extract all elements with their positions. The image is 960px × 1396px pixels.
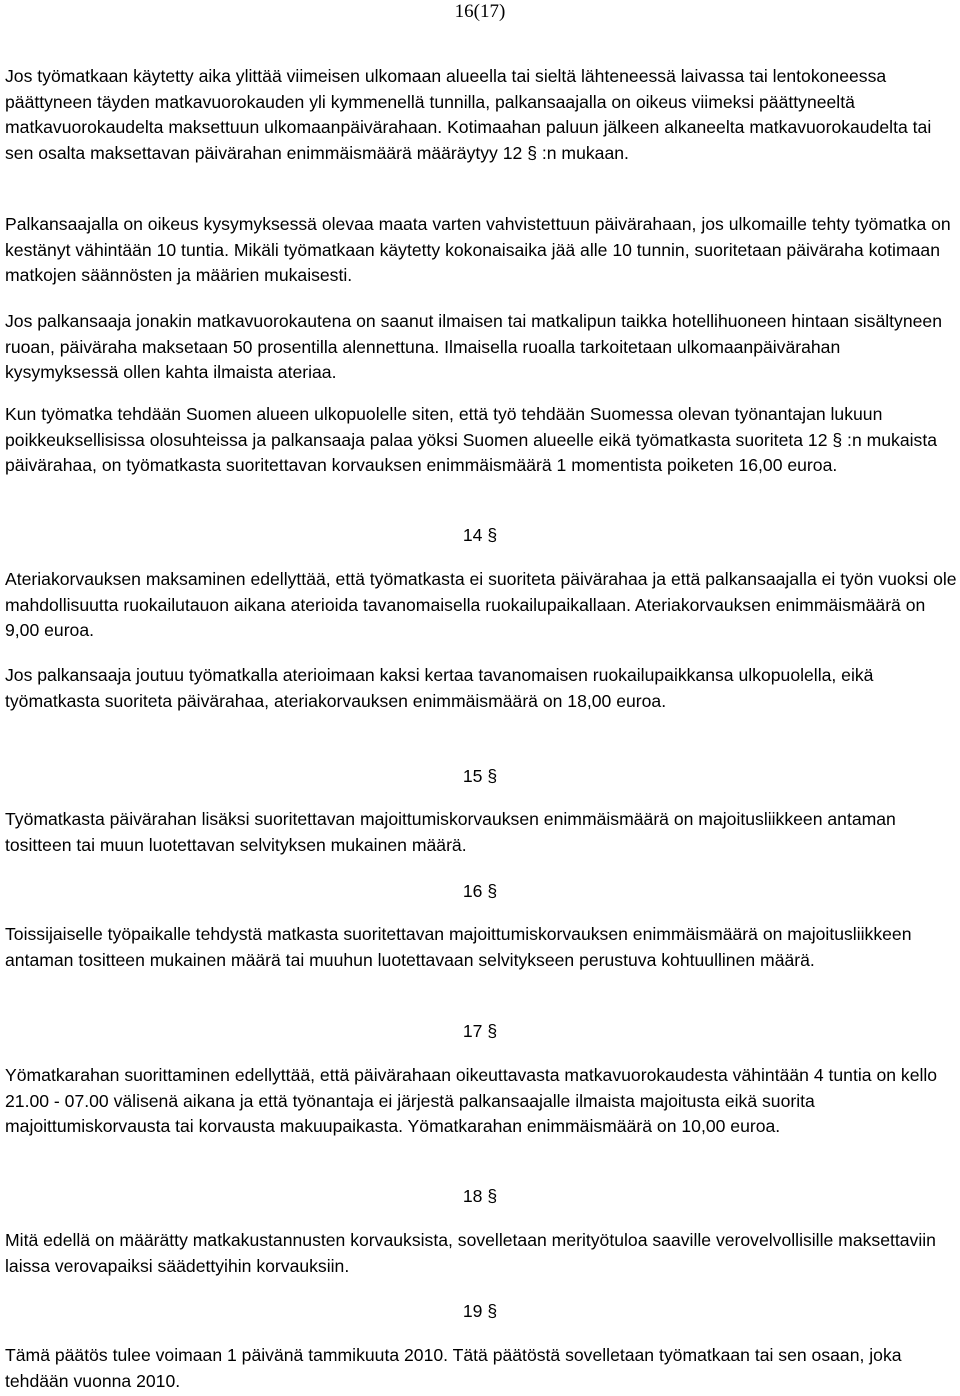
paragraph-free-meal-reduction: Jos palkansaaja jonakin matkavuorokautena on saanut ilmaisen tai matkalipun taikka hotellihuoneen hintaan sisältyneen ruoan, päiväraha maksetaan 50 prosentilla alennettuna. Ilmaisella ruoalla tarkoitetaan ulkomaanpäivärahan kysymyksessä ollen kahta ilmaista ateriaa. [5, 311, 942, 383]
section-heading-18: 18 § [462, 1186, 498, 1206]
paragraph-secondary-workplace-accommodation: Toissijaiselle työpaikalle tehdystä matkasta suoritettavan majoittumiskorvauksen enimmäismäärä on majoitusliikkeen antaman tositteen mukainen määrä tai muuhun luotettavaan selvitykseen perustuva kohtuullinen määrä. [5, 924, 912, 970]
paragraph-double-meal-compensation: Jos palkansaaja joutuu työmatkalla aterioimaan kaksi kertaa tavanomaisen ruokailupaikkansa ulkopuolella, eikä työmatkasta suoriteta päivärahaa, ateriakorvauksen enimmäismäärä on 18,00 euroa. [5, 665, 874, 711]
section-heading-19: 19 § [462, 1301, 498, 1321]
paragraph-daily-allowance-right: Palkansaajalla on oikeus kysymyksessä olevaa maata varten vahvistettuun päivärahaan, jos ulkomaille tehty työmatka on kestänyt vähintään 10 tuntia. Mikäli työmatkaan käytetty kokonaisaika jää alle 10 tunnin, suoritetaan päiväraha kotimaan matkojen säännösten ja määrien mukaisesti. [5, 214, 951, 286]
section-heading-16: 16 § [462, 881, 498, 901]
paragraph-meal-compensation: Ateriakorvauksen maksaminen edellyttää, että työmatkasta ei suoriteta päivärahaa ja että palkansaajalla ei työn vuoksi ole mahdollisuutta ruokailutauon aikana aterioida tavanomaisella ruokailupaikallaan. Ateriakorvauksen enimmäismäärä on 9,00 euroa. [5, 569, 957, 641]
paragraph-daily-allowance-overtime: Jos työmatkaan käytetty aika ylittää viimeisen ulkomaan alueella tai sieltä lähteneessä laivassa tai lentokoneessa päättyneen täyden matkavuorokauden yli kymmenellä tunnilla, palkansaajalla on oikeus viimeksi päättyneeltä matkavuorokaudelta maksettuun ulkomaanpäivärahaan. Kotimaahan paluun jälkeen alkaneelta matkavuorokaudelta tai sen osalta maksettavan päivärahan enimmäismäärä määräytyy 12 § :n mukaan. [5, 66, 932, 163]
paragraph-exceptional-conditions: Kun työmatka tehdään Suomen alueen ulkopuolelle siten, että työ tehdään Suomessa olevan työnantajan lukuun poikkeuksellisissa olosuhteissa ja palkansaaja palaa yöksi Suomen alueelle eikä työmatkasta suoriteta 12 § :n mukaista päivärahaa, on työmatkasta suoritettavan korvauksen enimmäismäärä 1 momentista poiketen 16,00 euroa. [5, 404, 938, 476]
section-heading-17: 17 § [462, 1021, 498, 1041]
paragraph-accommodation-compensation: Työmatkasta päivärahan lisäksi suoritettavan majoittumiskorvauksen enimmäismäärä on majoitusliikkeen antaman tositteen tai muun luotettavan selvityksen mukainen määrä. [5, 809, 896, 855]
paragraph-entry-into-force: Tämä päätös tulee voimaan 1 päivänä tammikuuta 2010. Tätä päätöstä sovelletaan työmatkaan tai sen osaan, joka tehdään vuonna 2010. [5, 1345, 902, 1391]
section-heading-14: 14 § [462, 525, 498, 545]
paragraph-night-travel-allowance: Yömatkarahan suorittaminen edellyttää, että päivärahaan oikeuttavasta matkavuorokaudesta vähintään 4 tuntia on kello 21.00 - 07.00 välisenä aikana ja että työnantaja ei järjestä palkansaajalle ilmaista majoitusta eikä suorita majoittumiskorvausta tai korvausta makuupaikasta. Yömatkarahan enimmäismäärä on 10,00 euroa. [5, 1065, 938, 1137]
paragraph-seafarers-application: Mitä edellä on määrätty matkakustannusten korvauksista, sovelletaan merityötuloa saaville verovelvollisille maksettaviin laissa verovapaiksi säädettyihin korvauksiin. [5, 1230, 936, 1276]
page-number: 16(17) [454, 1, 506, 22]
section-heading-15: 15 § [462, 766, 498, 786]
